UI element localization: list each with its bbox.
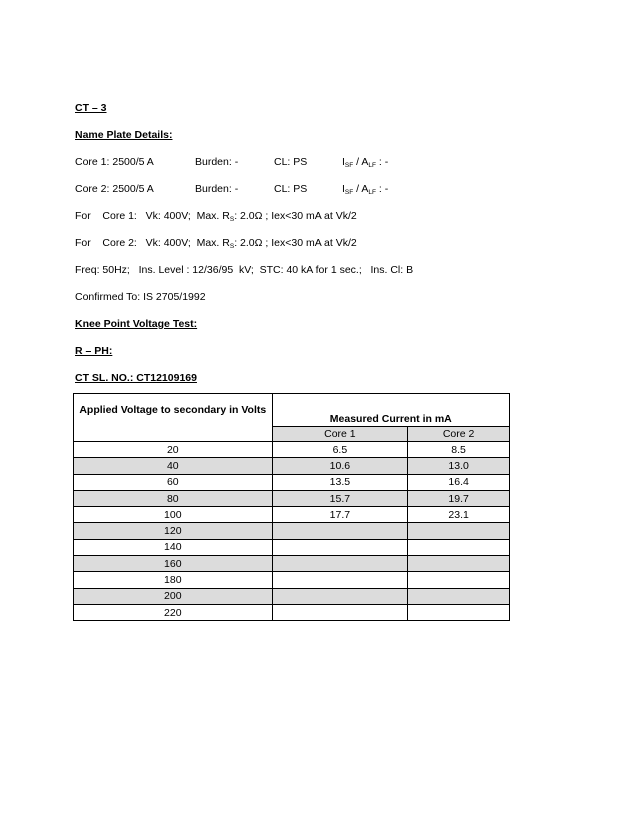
applied-voltage-header: Applied Voltage to secondary in Volts (74, 394, 273, 442)
phase-label: R – PH: (75, 345, 113, 357)
core2-current-cell (408, 523, 510, 539)
core2-current-cell (408, 604, 510, 620)
core2-current-cell (408, 556, 510, 572)
table-row (74, 458, 510, 474)
table-row (74, 539, 510, 555)
core1-current-cell: 10.6 (272, 458, 408, 474)
core1-spec: For Core 1: Vk: 400V; Max. $R_S$: 2.0Ω ; Iex<30 mA at Vk/2 (75, 210, 357, 223)
voltage-cell: 100 (74, 507, 273, 523)
freq-line: Freq: 50Hz; Ins. Level : 12/36/95 kV; STC: 40 kA for 1 sec.; Ins. Cl: B (75, 264, 414, 276)
table-row (74, 442, 510, 458)
core2-current-cell: 16.4 (408, 474, 510, 490)
voltage-cell: 80 (74, 490, 273, 506)
core2-spec: For Core 2: Vk: 400V; Max. $R_S$: 2.0Ω ; Iex<30 mA at Vk/2 (75, 237, 357, 250)
core1-line (75, 156, 515, 170)
core1-current-cell (272, 556, 408, 572)
core1-current-cell: 6.5 (272, 442, 408, 458)
core2-header: Core 2 (408, 427, 510, 442)
core1-class: CL: PS (274, 156, 308, 168)
core1-current-cell: 15.7 (272, 490, 408, 506)
core2-line (75, 183, 515, 197)
voltage-cell: 40 (74, 458, 273, 474)
core2-current-cell: 8.5 (408, 442, 510, 458)
core1-current-cell: 13.5 (272, 474, 408, 490)
nameplate-title: Name Plate Details: (75, 129, 173, 141)
core2-current-cell: 19.7 (408, 490, 510, 506)
ct-serial: CT SL. NO.: CT12109169 (75, 372, 197, 384)
voltage-cell: 220 (74, 604, 273, 620)
voltage-cell: 120 (74, 523, 273, 539)
knee-title: Knee Point Voltage Test: (75, 318, 198, 330)
core2-current-cell (408, 539, 510, 555)
core2-current-cell: 23.1 (408, 507, 510, 523)
core1-current-cell (272, 539, 408, 555)
measured-current-header: Measured Current in mA (272, 394, 509, 427)
voltage-cell: 20 (74, 442, 273, 458)
core1-current-cell (272, 588, 408, 604)
table-row (74, 572, 510, 588)
table-row (74, 523, 510, 539)
voltage-cell: 60 (74, 474, 273, 490)
table-row (74, 556, 510, 572)
ct-heading: CT – 3 (75, 102, 107, 114)
core1-current-cell (272, 523, 408, 539)
voltage-cell: 160 (74, 556, 273, 572)
knee-point-table (73, 393, 510, 621)
core1-current-cell (272, 604, 408, 620)
confirmed-line: Confirmed To: IS 2705/1992 (75, 291, 206, 303)
voltage-cell: 180 (74, 572, 273, 588)
voltage-cell: 140 (74, 539, 273, 555)
table-row (74, 588, 510, 604)
table-row (74, 490, 510, 506)
core2-current-cell (408, 588, 510, 604)
core1-burden: Burden: - (195, 156, 239, 168)
voltage-cell: 200 (74, 588, 273, 604)
core2-rating: Core 2: 2500/5 A (75, 183, 154, 195)
table-row (74, 507, 510, 523)
table-row (74, 604, 510, 620)
core1-current-cell (272, 572, 408, 588)
core2-class: CL: PS (274, 183, 308, 195)
core1-header: Core 1 (272, 427, 408, 442)
core1-current-cell: 17.7 (272, 507, 408, 523)
core2-current-cell: 13.0 (408, 458, 510, 474)
core1-isf: $I_{SF} / A_{LF}$ : - (342, 156, 389, 169)
core2-current-cell (408, 572, 510, 588)
core2-isf: $I_{SF} / A_{LF}$ : - (342, 183, 389, 196)
table-row (74, 474, 510, 490)
core1-rating: Core 1: 2500/5 A (75, 156, 154, 168)
core2-burden: Burden: - (195, 183, 239, 195)
